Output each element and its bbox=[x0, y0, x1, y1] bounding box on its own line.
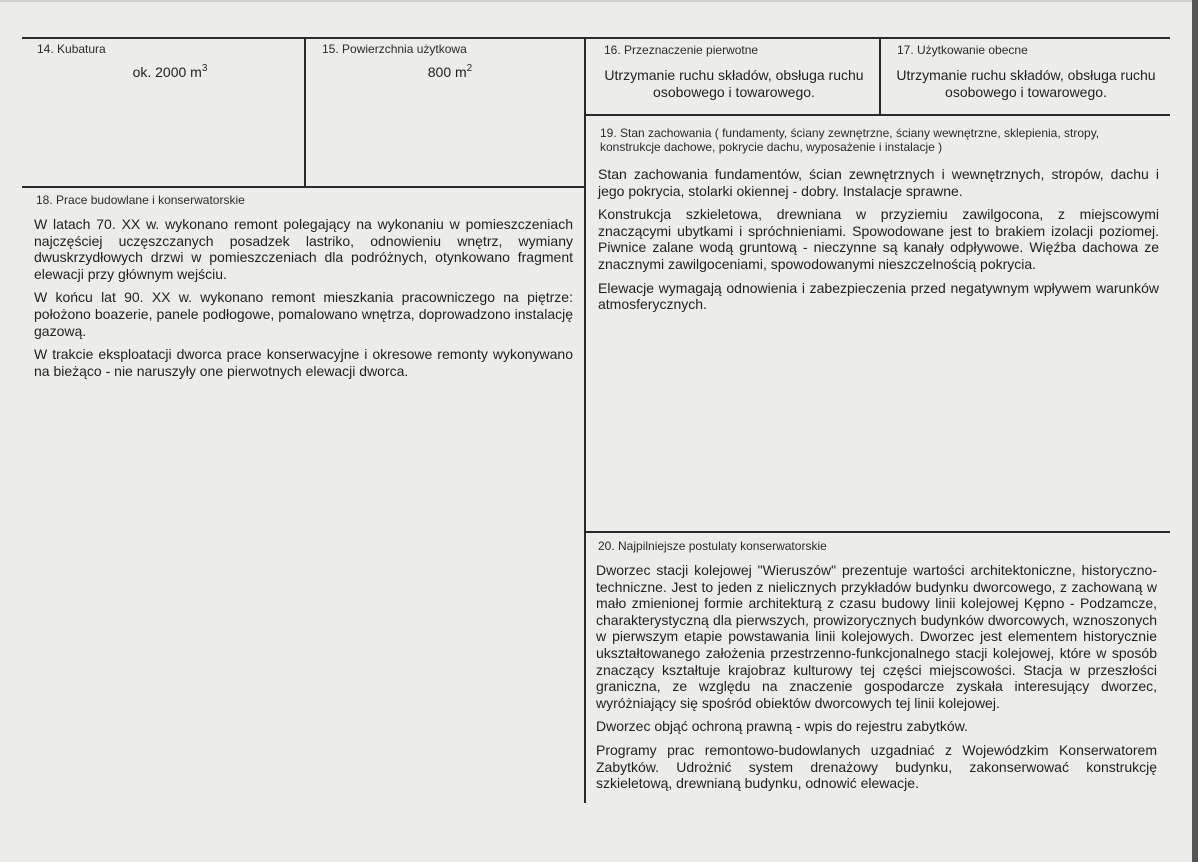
field18-body bbox=[34, 216, 573, 386]
field17-value: Utrzymanie ruchu składów, obsługa ruchu osobowego i towarowego. bbox=[896, 67, 1156, 100]
field20-paragraph: Dworzec objąć ochroną prawną - wpis do rejestru zabytków. bbox=[596, 718, 968, 735]
field19-paragraph: Konstrukcja szkieletowa, drewniana w przyziemiu zawilgocona, z miejscowymi znaczącymi ubytkami i spróchnieniami. Spowodowane jest to brakiem izolacji poziomej. Piwnice zalane wodą gruntową - nieczynne są kanały odpływowe. Więźba dachowa ze znacznymi zawilgoceniami, spowodowanymi nieszczelnością pokrycia. bbox=[598, 206, 1159, 272]
field14-value-text: ok. 2000 m bbox=[132, 64, 202, 80]
field16-value: Utrzymanie ruchu składów, obsługa ruchu osobowego i towarowego. bbox=[604, 67, 864, 100]
rule-under-16-17 bbox=[584, 114, 1170, 116]
field19-paragraph: Elewacje wymagają odnowienia i zabezpieczenia przed negatywnym wpływem warunków atmosferycznych. bbox=[598, 279, 1159, 313]
field19-paragraph: Stan zachowania fundamentów, ścian zewnętrznych i wewnętrznych, stropów, dachu i jego pokrycia, stolarki okiennej - dobry. Instalacje sprawne. bbox=[598, 166, 1159, 199]
top-rule bbox=[22, 37, 1170, 39]
rule-under-14-15 bbox=[22, 186, 585, 188]
field17-label: 17. Użytkowanie obecne bbox=[897, 43, 1028, 57]
field20-paragraph: Programy prac remontowo-budowlanych uzgadniać z Wojewódzkim Konserwatorem Zabytków. Udrożnić system drenażowy budynku, zakonserwować konstrukcję szkieletową, drewnianą budynku, odnowić elewacje. bbox=[596, 741, 1157, 792]
field20-label: 20. Najpilniejsze postulaty konserwatorskie bbox=[598, 539, 827, 553]
field20-body bbox=[596, 562, 1157, 799]
field16-label: 16. Przeznaczenie pierwotne bbox=[604, 43, 759, 57]
rule-under-19 bbox=[584, 531, 1170, 533]
scan-edge bbox=[1192, 0, 1198, 862]
field14-unit-sup: 3 bbox=[201, 63, 208, 74]
field18-label: 18. Prace budowlane i konserwatorskie bbox=[36, 193, 245, 207]
field15-unit-sup: 2 bbox=[466, 63, 473, 74]
main-vertical-divider bbox=[584, 37, 586, 803]
divider-16-17 bbox=[879, 37, 881, 115]
divider-14-15 bbox=[304, 37, 306, 187]
field18-paragraph: W końcu lat 90. XX w. wykonano remont mieszkania pracowniczego na piętrze: położono boazerie, panele podłogowe, pomalowano wnętrza, doprowadzono instalację gazową. bbox=[34, 289, 573, 339]
field19-body bbox=[598, 166, 1159, 320]
field14-value bbox=[36, 64, 304, 81]
field18-paragraph: W trakcie eksploatacji dworca prace konserwacyjne i okresowe remonty wykonywano na bieżąco - nie naruszyły one pierwotnych elewacji dworca. bbox=[34, 346, 573, 379]
field15-value-text: 800 m bbox=[427, 64, 467, 80]
field15-label: 15. Powierzchnia użytkowa bbox=[322, 42, 467, 56]
field14-label: 14. Kubatura bbox=[37, 42, 106, 56]
field20-paragraph: Dworzec stacji kolejowej "Wieruszów" prezentuje wartości architektoniczne, historyczno-techniczne. Jest to jeden z nielicznych przykładów budynku dworcowego, z zachowaną w mało zmienionej formie architekturą z czasu budowy linii kolejowej Kępno - Podzamcze, charakterystyczną dla pierwszych, prowizorycznych budynków dworcowych, wznoszonych w pierwszym etapie powstawania linii kolejowych. Dworzec jest elementem historycznie ukształtowanego założenia przestrzenno-funkcjonalnego stacji kolejowej, które w sposób znaczący kształtuje krajobraz kulturowy tej części miejscowości. Stacja w przeszłości graniczna, ze względu na znaczenie gospodarcze zyskała interesujący dworzec, wyróżniający się spośród obiektów dworcowych tej linii kolejowej. bbox=[596, 562, 1157, 711]
field18-paragraph: W latach 70. XX w. wykonano remont polegający na wykonaniu w pomieszczeniach najczęściej uczęszczanych posadzek lastriko, odnowieniu wnętrz, wymiany dwuskrzydłowych drzwi w pomieszczeniach dla podróżnych, otynkowano fragment elewacji przy głównym wejściu. bbox=[34, 216, 573, 282]
top-edge bbox=[0, 0, 1198, 2]
field19-label: 19. Stan zachowania ( fundamenty, ściany zewnętrzne, ściany wewnętrzne, sklepienia, stropy, konstrukcje dachowe, pokrycie dachu, wyposażenie i instalacje ) bbox=[600, 126, 1100, 154]
field15-value bbox=[316, 64, 584, 81]
